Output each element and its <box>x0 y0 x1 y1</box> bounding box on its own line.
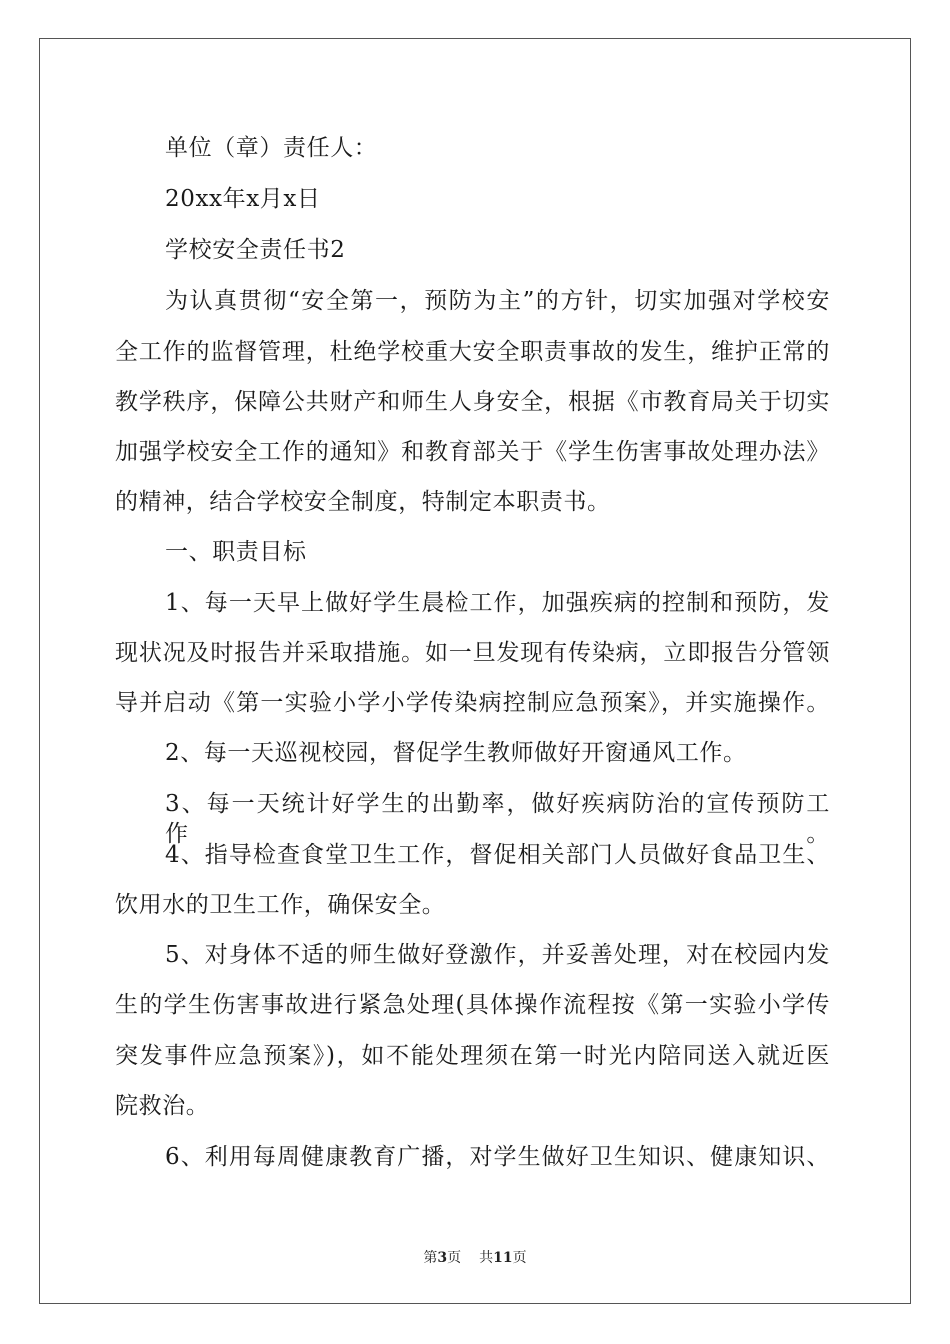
paragraph-line: 突发事件应急预案》)，如不能处理须在第一时光内陪同送入就近医 <box>115 1043 830 1069</box>
total-prefix: 共 <box>479 1250 494 1266</box>
date-line: 20xx年x月x日 <box>165 186 321 212</box>
paragraph-line: 5、对身体不适的师生做好登激作，并妥善处理，对在校园内发 <box>165 942 830 968</box>
paragraph-line: 4、指导检查食堂卫生工作，督促相关部门人员做好食品卫生、 <box>165 842 830 868</box>
paragraph-line: 的精神，结合学校安全制度，特制定本职责书。 <box>115 489 611 515</box>
paragraph-line: 全工作的监督管理，杜绝学校重大安全职责事故的发生，维护正常的 <box>115 339 830 365</box>
page-current: 3 <box>437 1250 448 1266</box>
signature-line: 单位（章）责任人： <box>165 135 378 161</box>
paragraph-line: 3、每一天统计好学生的出勤率，做好疾病防治的宣传预防工作。 <box>165 791 830 847</box>
paragraph-line: 6、利用每周健康教育广播，对学生做好卫生知识、健康知识、 <box>165 1144 830 1170</box>
paragraph-line: 饮用水的卫生工作，确保安全。 <box>115 892 446 918</box>
section-heading: 一、职责目标 <box>165 539 307 565</box>
page-footer <box>0 1248 950 1268</box>
total-suffix: 页 <box>512 1250 527 1266</box>
paragraph-line: 1、每一天早上做好学生晨检工作，加强疾病的控制和预防，发 <box>165 590 830 616</box>
page-prefix: 第 <box>423 1250 438 1266</box>
paragraph-line: 导并启动《第一实验小学小学传染病控制应急预案》，并实施操作。 <box>115 690 830 716</box>
page-total: 11 <box>493 1250 513 1266</box>
paragraph-line: 教学秩序，保障公共财产和师生人身安全，根据《市教育局关于切实 <box>115 389 830 415</box>
paragraph-line: 2、每一天巡视校园，督促学生教师做好开窗通风工作。 <box>165 740 747 766</box>
paragraph-line: 院救治。 <box>115 1093 210 1119</box>
paragraph-line: 为认真贯彻“安全第一，预防为主”的方针，切实加强对学校安 <box>165 288 830 314</box>
document-title: 学校安全责任书2 <box>165 237 346 263</box>
paragraph-line: 生的学生伤害事故进行紧急处理(具体操作流程按《第一实验小学传 <box>115 992 830 1018</box>
page-suffix: 页 <box>447 1250 462 1266</box>
paragraph-line: 现状况及时报告并采取措施。如一旦发现有传染病，立即报告分管领 <box>115 640 830 666</box>
paragraph-line: 加强学校安全工作的通知》和教育部关于《学生伤害事故处理办法》 <box>115 439 830 465</box>
